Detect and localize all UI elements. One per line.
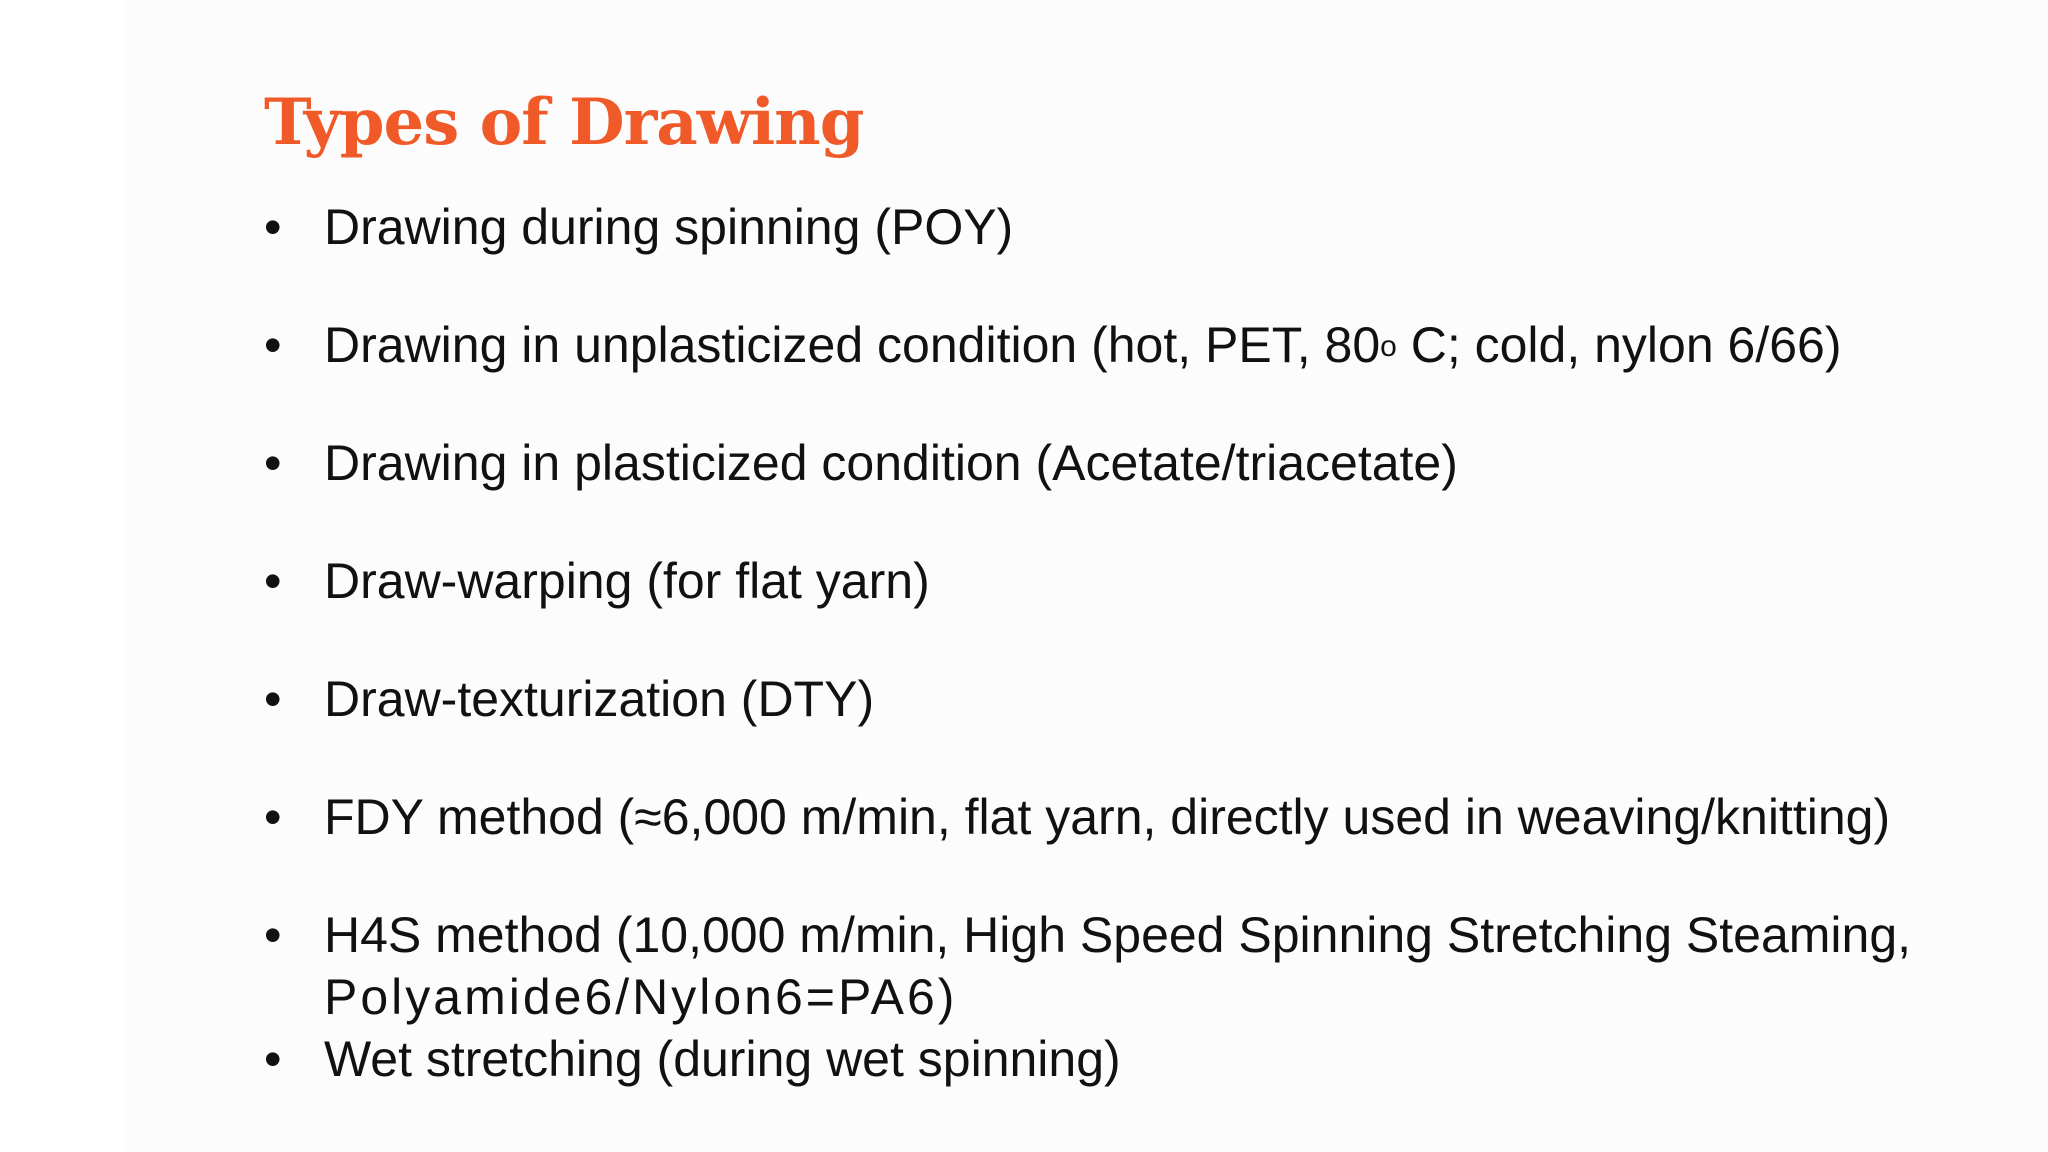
bullet-text-part: C; cold, nylon 6/66) (1396, 317, 1842, 373)
bullet-text (324, 314, 1842, 378)
slide (124, 0, 2048, 1152)
bullet-icon: • (264, 907, 282, 963)
bullet-text: Drawing during spinning (POY) (324, 199, 1014, 255)
bullet-icon: • (264, 553, 282, 609)
degree-superscript: o (1380, 330, 1397, 363)
bullet-icon: • (264, 789, 282, 845)
bullet-text-part: Drawing in unplasticized condition (hot, PET, 80 (324, 317, 1381, 373)
bullet-icon: • (264, 435, 282, 491)
bullet-icon: • (264, 199, 282, 255)
bullet-text-line: H4S method (10,000 m/min, High Speed Spinning Stretching Steaming, (324, 907, 1912, 963)
bullet-text: Drawing in plasticized condition (Acetate/triacetate) (324, 435, 1458, 491)
slide-title: Types of Drawing (264, 85, 864, 160)
bullet-icon: • (264, 317, 282, 373)
bullet-text-line: Polyamide6/Nylon6=PA6) (324, 969, 958, 1025)
bullet-text: Draw-texturization (DTY) (324, 671, 875, 727)
bullet-text: Wet stretching (during wet spinning) (324, 1031, 1121, 1087)
bullet-icon: • (264, 671, 282, 727)
bullet-text: Draw-warping (for flat yarn) (324, 553, 930, 609)
bullet-text: FDY method (≈6,000 m/min, flat yarn, directly used in weaving/knitting) (324, 789, 1891, 845)
bullet-icon: • (264, 1031, 282, 1087)
bullet-text (324, 904, 1911, 1028)
